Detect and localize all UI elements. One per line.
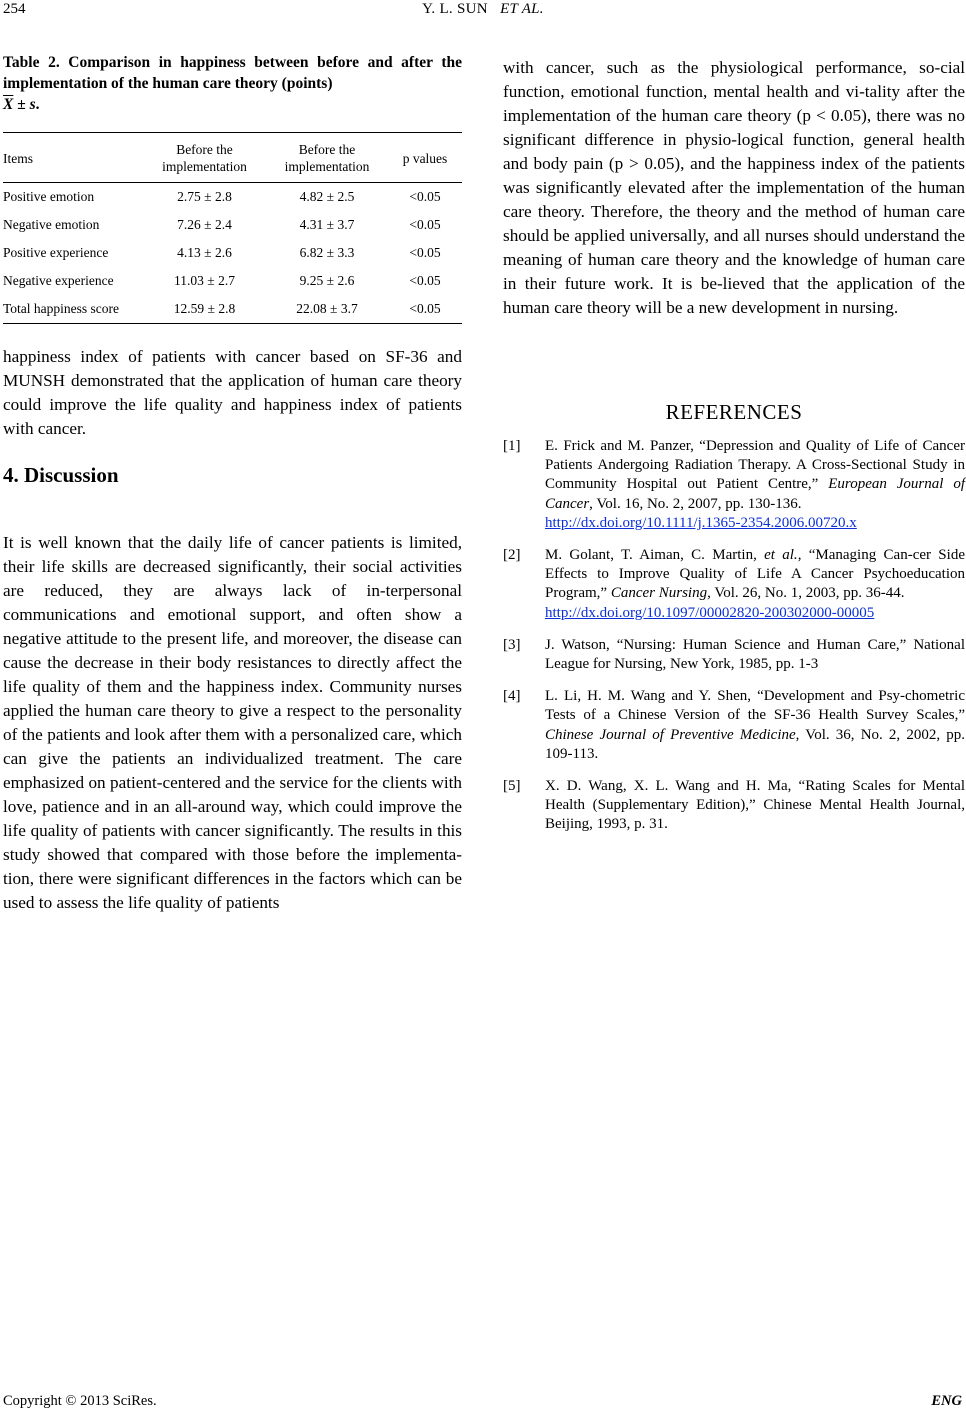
- table-cell: 2.75 ± 2.8: [177, 189, 232, 204]
- reference-text: [545, 437, 965, 533]
- reference-text: [545, 687, 965, 764]
- reference-item: [503, 546, 965, 623]
- table-cell: 6.82 ± 3.3: [299, 245, 355, 260]
- section-heading-discussion: 4. Discussion: [3, 463, 119, 487]
- reference-item: [503, 687, 965, 764]
- reference-item: [503, 777, 965, 835]
- happiness-comparison-table: [3, 132, 462, 324]
- doi-link[interactable]: http://dx.doi.org/10.1111/j.1365-2354.2006.00720.x: [545, 514, 857, 531]
- table-cell: 7.26 ± 2.4: [177, 217, 232, 232]
- reference-item: [503, 636, 965, 674]
- doi-link[interactable]: http://dx.doi.org/10.1097/00002820-200302000-00005: [545, 604, 875, 621]
- table-cell: <0.05: [409, 301, 441, 316]
- reference-journal: European Journal of Cancer: [545, 476, 965, 512]
- table-cell: Positive experience: [3, 245, 109, 260]
- table-row: [3, 239, 462, 267]
- page-number: 254: [3, 1, 26, 17]
- data-table: [3, 132, 462, 324]
- reference-text: X. D. Wang, X. L. Wang and H. Ma, “Rating Scales for Mental Health (Supplementary Edition),” Chinese Mental Health Journal, Beijing, 1993, p. 31.: [545, 778, 965, 833]
- running-head-etal: ET AL.: [500, 1, 544, 17]
- references-heading: REFERENCES: [665, 400, 803, 424]
- reference-authors-title: E. Frick and M. Panzer, “Depression and Quality of Life of Cancer Patients Andergoing Radiation Therapy. A Cross-Sectional Study in Community Hospital out Patient Centre,”: [545, 438, 965, 493]
- column-header-before-2: Before the implementation: [284, 142, 370, 174]
- table-cell: <0.05: [409, 273, 441, 288]
- table-cell: 4.82 ± 2.5: [299, 189, 355, 204]
- table-cell: Total happiness score: [3, 301, 120, 316]
- footer-copyright: Copyright © 2013 SciRes.: [3, 1393, 157, 1409]
- table-cell: Positive emotion: [3, 189, 95, 204]
- reference-authors: M. Golant, T. Aiman, C. Martin,: [545, 547, 765, 564]
- reference-number: [3]: [503, 636, 521, 653]
- reference-text: [545, 546, 965, 623]
- reference-journal: Chinese Journal of Preventive Medicine: [545, 726, 796, 743]
- reference-details: , Vol. 16, No. 2, 2007, pp. 130-136.: [589, 495, 802, 512]
- table-cell: <0.05: [409, 245, 441, 260]
- column-header-before-1: Before the implementation: [162, 142, 247, 174]
- footer-journal: ENG: [931, 1393, 962, 1409]
- table-row: [3, 211, 462, 239]
- caption-period: .: [35, 96, 40, 113]
- table-cell: <0.05: [409, 189, 441, 204]
- reference-details: , Vol. 36, No. 2, 2002, pp. 109-113.: [545, 726, 965, 762]
- table-cell: 22.08 ± 3.7: [296, 301, 358, 316]
- reference-item: [503, 437, 965, 533]
- column-header-items: Items: [3, 150, 33, 166]
- table-row: [3, 295, 462, 324]
- table-caption: [3, 52, 462, 115]
- reference-journal: Cancer Nursing: [610, 585, 708, 602]
- reference-etal: et al.: [764, 547, 798, 564]
- references-list: [503, 437, 965, 848]
- sd-symbol: s: [29, 96, 36, 113]
- column-header-p-values: p values: [402, 150, 448, 166]
- reference-number: [4]: [503, 688, 521, 705]
- table-cell: 4.31 ± 3.7: [299, 217, 355, 232]
- table-cell: 4.13 ± 2.6: [177, 245, 232, 260]
- reference-details: , Vol. 26, No. 1, 2003, pp. 36-44.: [707, 585, 905, 602]
- reference-title: , “Managing Can-cer Side Effects to Improve Quality of Life A Cancer Psychoeducation Program,”: [545, 547, 965, 602]
- mean-symbol: $\overline{X}$: [3, 96, 14, 113]
- table-row: [3, 183, 462, 212]
- table-cell: Negative emotion: [3, 217, 100, 232]
- plus-minus-symbol: ±: [17, 96, 26, 113]
- reference-number: [1]: [503, 438, 521, 454]
- table-cell: 9.25 ± 2.6: [299, 273, 355, 288]
- table-row: [3, 267, 462, 295]
- paragraph-discussion: It is well known that the daily life of cancer patients is limited, their life skills are decreased significantly, their social activities are reduced, they are always lack of in-terpersonal communications and emotional support, and often show a negative attitude to the present life, and moreover, the disease can cause the decrease in their body resistances to directly affect the life quality of them and the happiness index. Community nurses applied the human care theory to give a respect to the personality of the patients and look after them with a personalized care, which can give the patients an individualized treatment. The care emphasized on patient-centered and the service for the clients with love, patience and in an all-around way, which could improve the life quality of patients with cancer significantly. The results in this study showed that compared with those before the implementa-tion, there were significant differences in the factors which can be used to assess the life quality of patients: [3, 533, 462, 912]
- table-cell: 12.59 ± 2.8: [173, 301, 236, 316]
- table-cell: <0.05: [409, 217, 441, 232]
- reference-authors-title: L. Li, H. M. Wang and Y. Shen, “Development and Psy-chometric Tests of a Chinese Version of the SF-36 Health Survey Scales,”: [545, 688, 965, 724]
- reference-text: J. Watson, “Nursing: Human Science and Human Care,” National League for Nursing, New York, 1985, pp. 1-3: [545, 636, 965, 673]
- paragraph-results-conclusion: happiness index of patients with cancer based on SF-36 and MUNSH demonstrated that the application of human care theory could improve the life quality and happiness index of patients with cancer.: [3, 347, 462, 438]
- table-caption-text: Table 2. Comparison in happiness between before and after the implementation of the human care theory (points): [3, 54, 462, 92]
- reference-number: [2]: [503, 547, 521, 564]
- reference-number: [5]: [503, 778, 521, 795]
- table-cell: 11.03 ± 2.7: [174, 273, 235, 288]
- paragraph-discussion-continued: with cancer, such as the physiological performance, so-cial function, emotional function, mental health and vi-tality after the implementation of the human care theory (p < 0.05), there was no significant difference in physio-logical function, general health and body pain (p > 0.05), and the happiness index of the patients was significantly elevated after the implementation of the human care theory. Therefore, the theory and the method of human care should be applied universally, and all nurses should understand the meaning of human care theory and the knowledge of human care in their future work. It is be-lieved that the application of the human care theory will be a new development in nursing.: [503, 58, 965, 317]
- running-head-authors: Y. L. SUN: [422, 1, 488, 17]
- table-cell: Negative experience: [3, 273, 114, 288]
- table-header-row: [3, 133, 462, 183]
- running-head: [0, 1, 966, 18]
